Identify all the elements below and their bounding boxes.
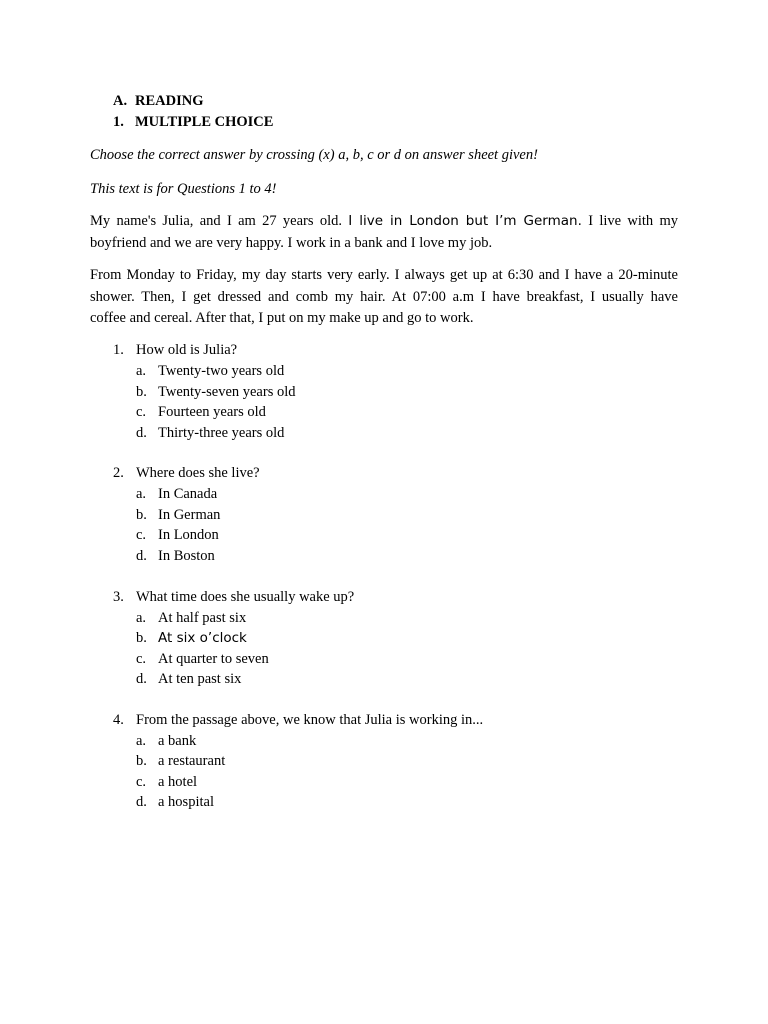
option-text: At quarter to seven <box>158 651 269 667</box>
question-text: How old is Julia? <box>136 342 238 358</box>
option-text: At half past six <box>158 610 247 626</box>
question-2 <box>113 465 260 482</box>
question-text: From the passage above, we know that Julia is working in... <box>136 712 484 728</box>
paragraph-1-line-1-part-b: I live in London but I’m German. <box>348 213 582 229</box>
paragraph-1-line-1 <box>90 211 678 233</box>
option-text: a restaurant <box>158 753 226 769</box>
option-text: Thirty-three years old <box>158 425 285 441</box>
option-text: Twenty-seven years old <box>158 384 296 400</box>
section-title: READING <box>135 93 204 109</box>
question-3-option-a <box>136 610 246 627</box>
question-2-option-c <box>136 527 219 544</box>
question-2-option-b <box>136 507 220 524</box>
question-3-option-b <box>136 630 247 647</box>
question-1 <box>113 342 237 359</box>
subsection-title: MULTIPLE CHOICE <box>135 114 274 130</box>
question-1-option-a <box>136 363 284 380</box>
paragraph-2-line-1: From Monday to Friday, my day starts very early. I always get up at 6:30 and I have a 20-minute <box>90 267 678 283</box>
option-letter: a. <box>136 486 147 502</box>
option-text: In London <box>158 527 219 543</box>
paragraph-1-line-1-part-c: I live with my <box>588 213 678 229</box>
option-letter: d. <box>136 548 147 564</box>
question-1-option-b <box>136 384 296 401</box>
option-letter: b. <box>136 630 147 646</box>
question-3 <box>113 589 354 606</box>
option-text: In Boston <box>158 548 215 564</box>
question-text: What time does she usually wake up? <box>136 589 355 605</box>
subsection-heading <box>113 114 273 131</box>
question-3-option-c <box>136 651 269 668</box>
question-1-option-d <box>136 425 284 442</box>
option-letter: c. <box>136 404 147 420</box>
question-1-option-c <box>136 404 266 421</box>
question-4-option-b <box>136 753 225 770</box>
question-text: Where does she live? <box>136 465 260 481</box>
question-2-option-d <box>136 548 215 565</box>
option-letter: b. <box>136 753 147 769</box>
paragraph-2-line-2: shower. Then, I get dressed and comb my hair. At 07:00 a.m I have breakfast, I usually have <box>90 288 678 305</box>
option-text: Twenty-two years old <box>158 363 285 379</box>
question-4-option-c <box>136 774 197 791</box>
option-text: a hospital <box>158 794 214 810</box>
option-letter: a. <box>136 610 147 626</box>
question-number: 3. <box>113 589 124 605</box>
question-3-option-d <box>136 671 241 688</box>
passage-paragraph-1 <box>90 211 678 254</box>
option-letter: a. <box>136 733 147 749</box>
option-letter: c. <box>136 651 147 667</box>
paragraph-1-line-1-part-a: My name's Julia, and I am 27 years old. <box>90 213 342 229</box>
option-text: At six o’clock <box>158 630 247 646</box>
option-letter: b. <box>136 507 147 523</box>
option-letter: c. <box>136 527 147 543</box>
option-letter: d. <box>136 671 147 687</box>
instruction-text: Choose the correct answer by crossing (x) a, b, c or d on answer sheet given! <box>90 147 538 163</box>
option-text: In German <box>158 507 221 523</box>
option-letter: d. <box>136 794 147 810</box>
section-letter: A. <box>113 93 128 109</box>
paragraph-2-line-3: coffee and cereal. After that, I put on my make up and go to work. <box>90 310 474 326</box>
section-heading <box>113 93 203 110</box>
option-text: a bank <box>158 733 197 749</box>
subsection-number: 1. <box>113 114 124 130</box>
question-4 <box>113 712 483 729</box>
option-text: In Canada <box>158 486 218 502</box>
option-text: a hotel <box>158 774 198 790</box>
text-note: This text is for Questions 1 to 4! <box>90 181 277 197</box>
question-number: 4. <box>113 712 124 728</box>
option-letter: c. <box>136 774 147 790</box>
question-2-option-a <box>136 486 217 503</box>
option-text: At ten past six <box>158 671 242 687</box>
question-4-option-d <box>136 794 214 811</box>
option-letter: b. <box>136 384 147 400</box>
option-letter: a. <box>136 363 147 379</box>
question-number: 1. <box>113 342 124 358</box>
passage-paragraph-2 <box>90 265 678 330</box>
paragraph-1-line-2: boyfriend and we are very happy. I work in a bank and I love my job. <box>90 234 493 251</box>
option-text: Fourteen years old <box>158 404 266 420</box>
question-number: 2. <box>113 465 124 481</box>
option-letter: d. <box>136 425 147 441</box>
question-4-option-a <box>136 733 196 750</box>
